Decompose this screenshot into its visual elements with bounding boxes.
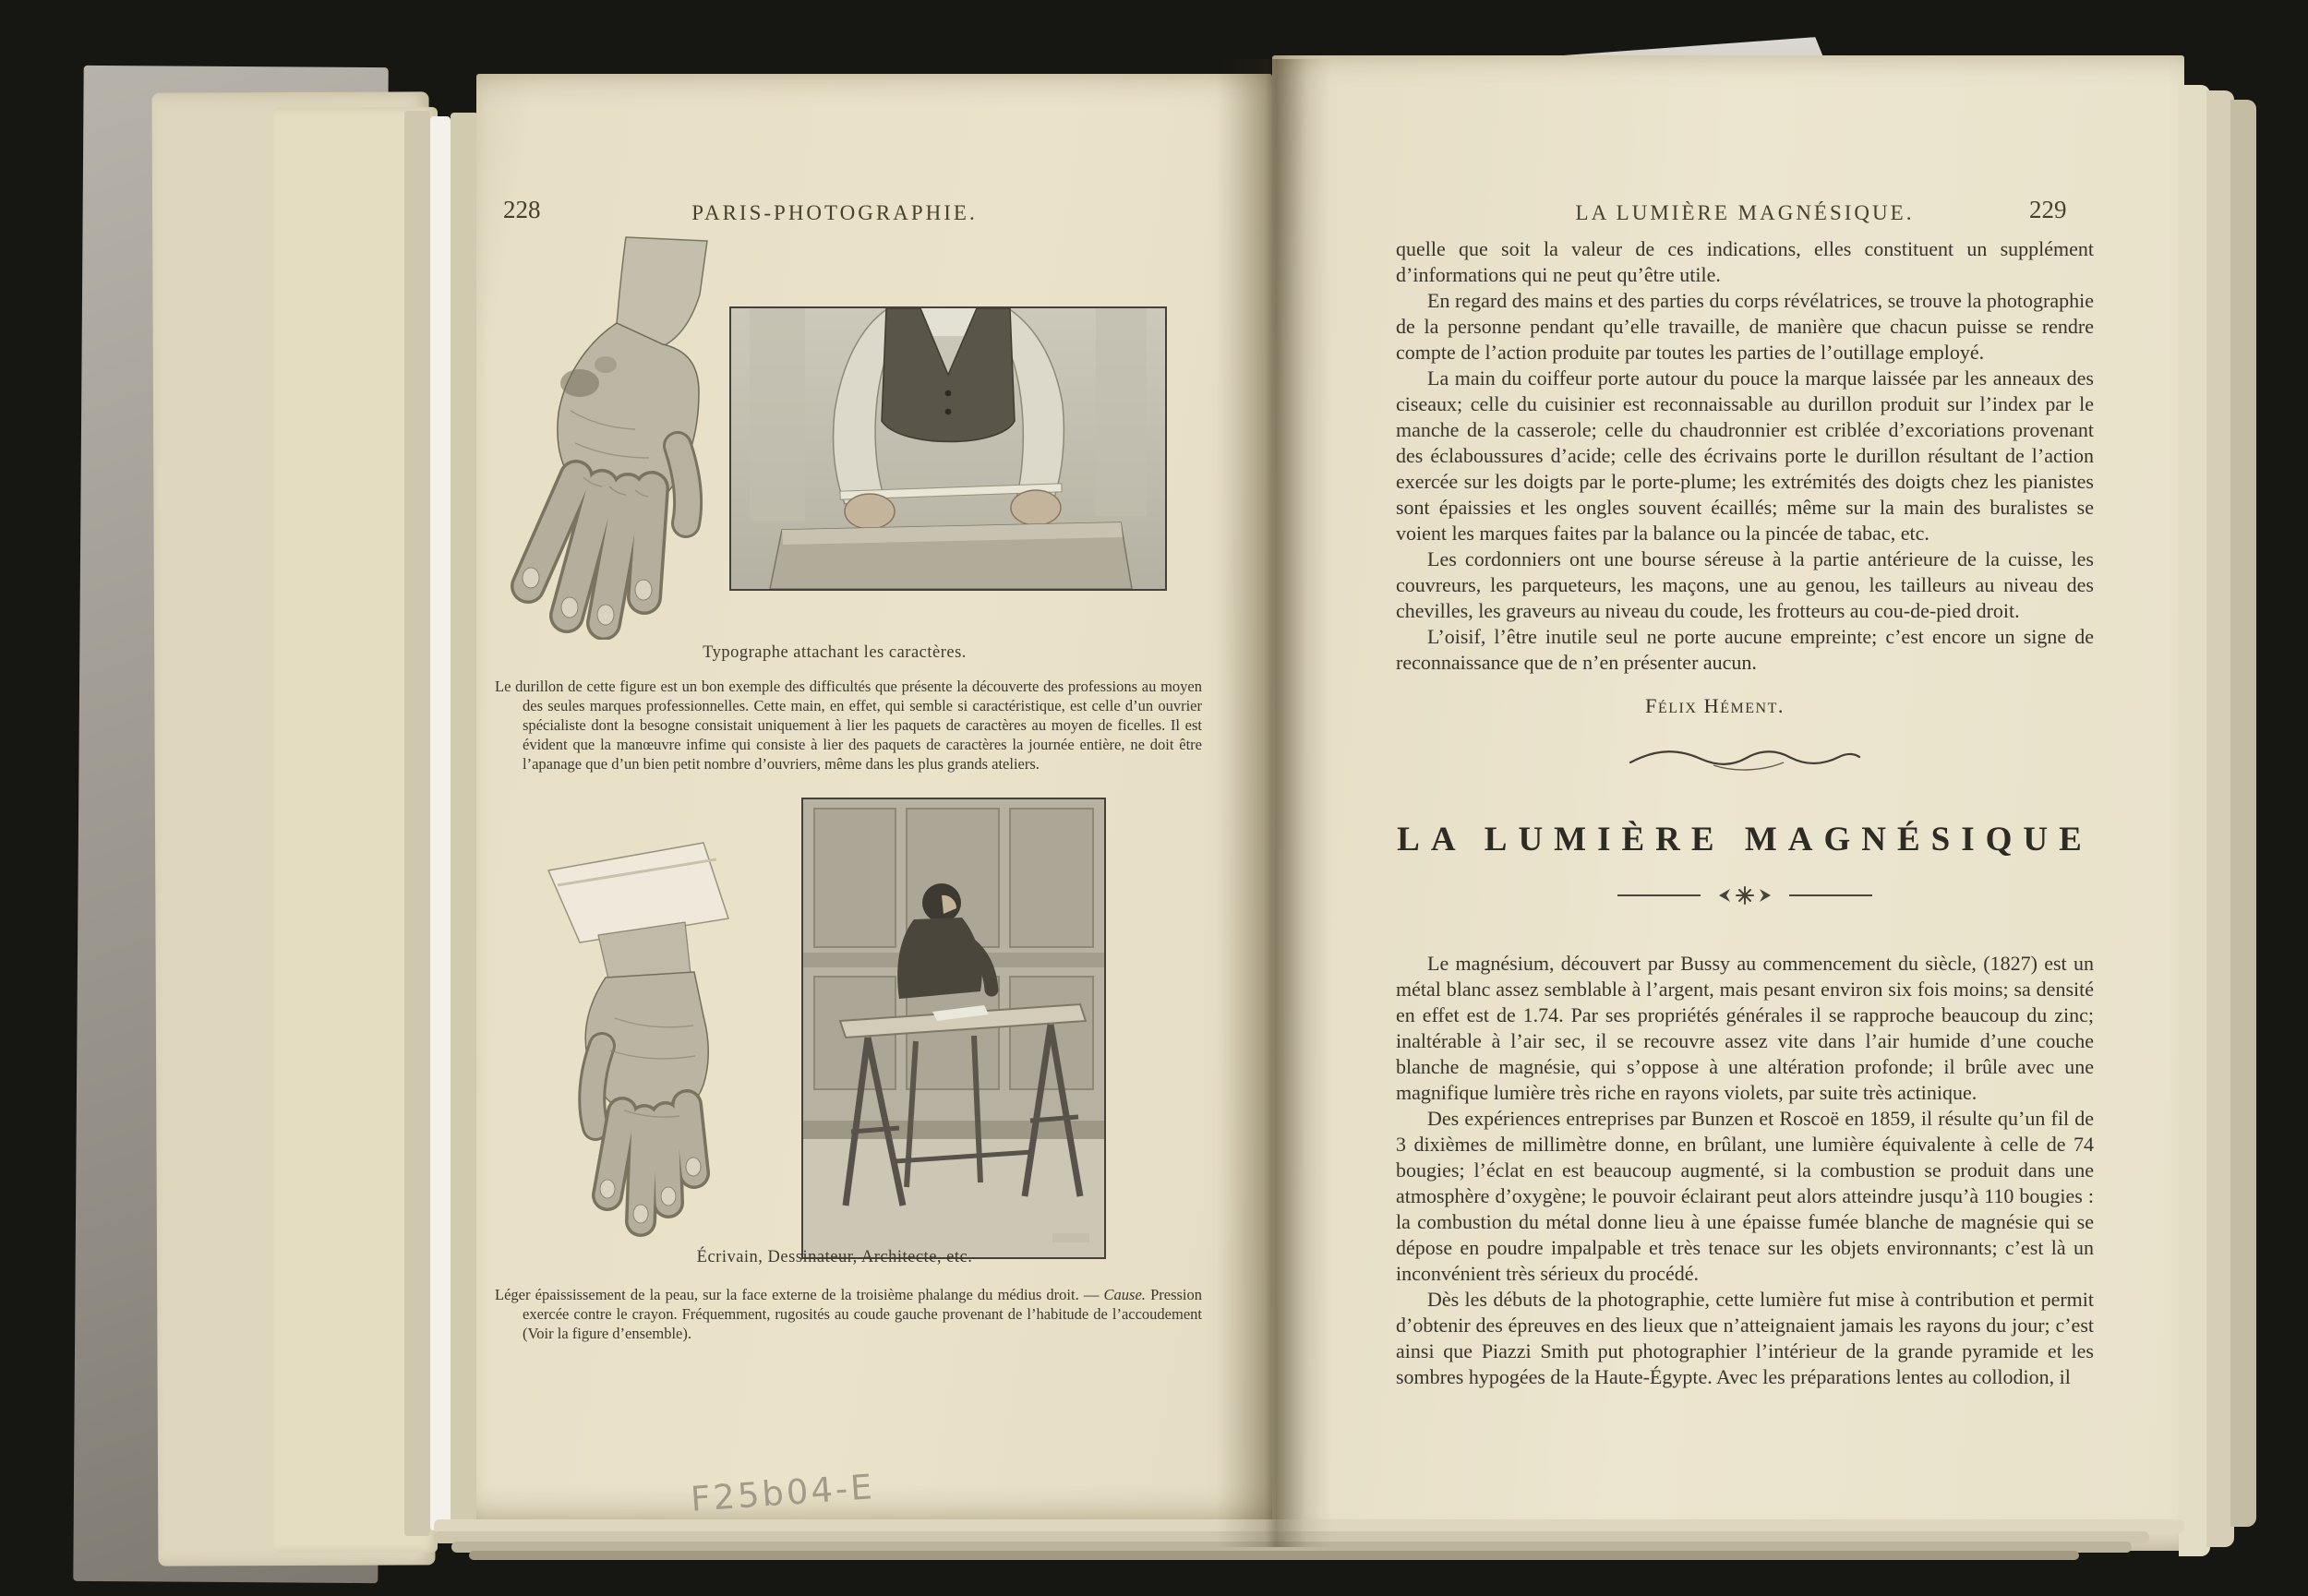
typographer-caption: Typographe attachant les caractères. [703, 643, 967, 662]
handwritten-note: F25b04-E [689, 1467, 876, 1519]
intro-paragraph: En regard des mains et des parties du corps révélatrices, se trouve la photographie de la personne pendant qu’elle travaille, de manière que chacun puisse se rendre compte de l’action produite par toutes les parties de l’outillage employé. [1396, 289, 2094, 364]
page-number: 228 [503, 196, 541, 223]
squiggle-ornament-icon [1625, 746, 1865, 775]
running-title: PARIS-PHOTOGRAPHIE. [691, 201, 978, 224]
page-edge-layer [430, 116, 451, 1530]
article-text-block [1396, 951, 2094, 1390]
writer-note-cause: Cause. [1103, 1286, 1146, 1303]
fleuron-ornament-icon [1396, 882, 2094, 908]
fleuron-flower-icon [1715, 882, 1774, 908]
page-edge-layer [451, 113, 478, 1534]
writer-photo-figure [801, 798, 1106, 1259]
intro-paragraph: quelle que soit la valeur de ces indications, elles constituent un supplément d’informations qui ne peut qu’être utile. [1396, 237, 2094, 286]
writer-note-text: Léger épaississement de la peau, sur la face externe de la troisième phalange du médius droit. — [495, 1286, 1104, 1303]
durillon-note-paragraph: Le durillon de cette figure est un bon exemple des difficultés que présente la découverte des professions au moyen des seules marques professionnelles. Cette main, en effet, qui semble si caractéristique, est celle d’un ouvrier spécialiste dont la besogne consistait uniquement à lier les paquets de caractères au moyen de ficelles. Il est évident que la manœuvre infime qui consiste à lier des paquets de caractères la journée entière, ne doit être l’apanage que d’un bien petit nombre d’ouvriers, même dans les plus grands ateliers. [495, 678, 1202, 773]
writer-hand-figure [513, 834, 744, 1249]
page-number: 229 [2029, 196, 2067, 223]
writer-photo-art [803, 799, 1104, 1257]
article-paragraph: Des expériences entreprises par Bunzen et Roscoë en 1859, il résulte qu’un fil de 3 dixièmes de millimètre donne, en brûlant, une lumière équivalente à celle de 74 bougies; l’éclat en est beaucoup augmenté, si la combustion se produit dans une atmosphère d’oxygène; le pouvoir éclairant peut alors atteindre jusqu’à 110 bougies : la combustion du métal donne lieu à une épaisse fumée blanche de magnésie qui se dépose en poudre impalpable et très tenace sur les objets environnants; c’est là un inconvénient très sérieux du procédé. [1396, 1107, 2094, 1285]
article-title: LA LUMIÈRE MAGNÉSIQUE [1397, 821, 2093, 858]
article-paragraph: Le magnésium, découvert par Bussy au commencement du siècle, (1827) est un métal blanc assez semblable à l’argent, mais pesant environ six fois moins; sa densité en effet est de 1.74. Par ses propriétés générales il se rapproche beaucoup du zinc; inaltérable à l’air sec, il se recouvre assez vite dans l’air humide d’une couche blanche de magnésie, qui s’oppose à une altération profonde; il brûle avec une magnifique lumière très riche en rayons violets, par suite très actinique. [1396, 952, 2094, 1104]
writer-caption: Écrivain, Dessinateur, Architecte, etc. [696, 1248, 973, 1266]
typographer-photo-art [731, 308, 1165, 589]
bottom-page-stack [434, 1519, 2184, 1569]
page-edge-layer [469, 1551, 2079, 1560]
right-page-stack [2179, 85, 2258, 1556]
page-edge-layer [404, 111, 430, 1536]
article-paragraph: Dès les débuts de la photographie, cette lumière fut mise à contribution et permit d’obtenir des épreuves en des lieux que n’atteignaient jamais les rayons du jour; c’est ainsi que Piazzi Smith put photographier l’intérieur de la grande pyramide et les sombres hypogées de la Haute-Égypte. Avec les préparations lentes au collodion, il [1396, 1288, 2094, 1388]
writer-note-paragraph [495, 1285, 1202, 1343]
author-signature: Félix Hément. [1644, 694, 1785, 717]
intro-text-block [1396, 236, 2094, 676]
typographer-photo-figure [729, 306, 1167, 591]
ornament-rule [1617, 894, 1701, 896]
typographer-hand-figure [487, 235, 715, 640]
intro-paragraph: La main du coiffeur porte autour du pouce la marque laissée par les anneaux des ciseaux; celle du cuisinier est reconnaissable au durillon produit sur l’index par le manche de la casserole; celle du chaudronnier est criblée d’excoriations provenant des éclaboussures d’acide; celle des écrivains porte le durillon résultant de l’action exercée sur les doigts par le porte-plume; les extrémités des doigts chez les pianistes sont épaissies et les ongles souvent écaillés; même sur la main des buralistes se voient les marques faites par la balance ou la pincée de tabac, etc. [1396, 366, 2094, 545]
writer-note-text: Pression exercée contre le crayon. Fréquemment, rugosités au coude gauche provenant de l’habitude de l’accoudement (Voir la figure d’ensemble). [523, 1286, 1203, 1342]
ornament-rule [1789, 894, 1872, 896]
running-title: LA LUMIÈRE MAGNÉSIQUE. [1575, 201, 1915, 224]
intro-paragraph: L’oisif, l’être inutile seul ne porte aucune empreinte; c’est encore un signe de reconnaissance que de n’en présenter aucun. [1396, 625, 2094, 674]
page-edge-layer [2230, 100, 2256, 1527]
intro-paragraph: Les cordonniers ont une bourse séreuse à la partie antérieure de la cuisse, les couvreurs, les parqueteurs, les maçons, une au genou, les tailleurs au niveau des chevilles, les graveurs au niveau du coude, les frotteurs au cou-de-pied droit. [1396, 547, 2094, 622]
page-edge-layer [2179, 85, 2210, 1556]
